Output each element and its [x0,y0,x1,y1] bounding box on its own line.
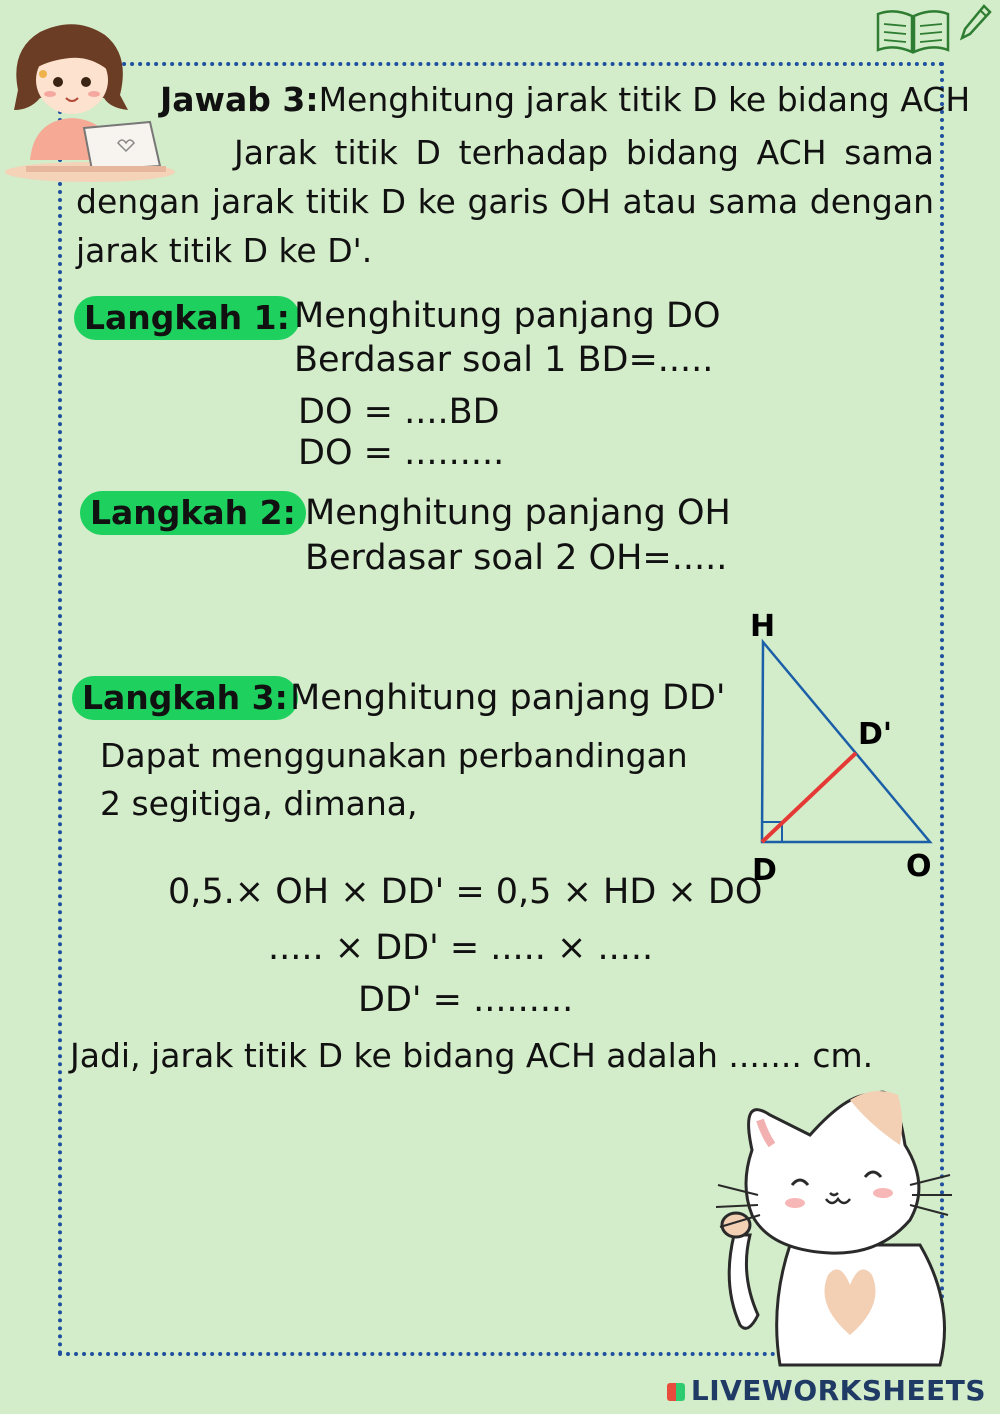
triangle-DHO [762,642,930,842]
triangle-diagram [740,600,960,900]
step3-eq3: DD' = ......... [358,980,574,1020]
step3-label: Langkah 3: [72,676,298,720]
intro-text: Jarak titik D terhadap bidang ACH sama dengan jarak titik D ke garis OH atau sama dengan jarak titik D ke D'. [76,133,934,270]
answer-label: Jawab 3: [160,80,319,119]
step2-line1: Berdasar soal 2 OH=..... [305,538,728,578]
label-Dprime: D' [858,717,893,752]
step1-heading: Menghitung panjang DO [294,296,721,336]
step2-heading: Menghitung panjang OH [305,493,731,533]
step1-label: Langkah 1: [74,296,300,340]
liveworksheets-logo [667,1374,986,1407]
answer-heading: Menghitung jarak titik D ke bidang ACH [318,80,971,119]
step2-label: Langkah 2: [80,491,306,535]
step1-line2: DO = ....BD [298,392,500,432]
label-O: O [906,849,932,884]
book-icon [874,6,954,56]
intro-paragraph [76,128,934,275]
step3-heading: Menghitung panjang DD' [290,678,726,718]
altitude-DDprime [762,753,856,842]
logo-text: LIVEWORKSHEETS [690,1374,986,1407]
label-H: H [750,609,776,644]
step1-line1: Berdasar soal 1 BD=..... [294,340,714,380]
answer-title [160,80,970,119]
pencil-icon [958,2,994,42]
label-D: D [752,853,777,888]
step3-eq1: 0,5.× OH × DD' = 0,5 × HD × DO [168,872,763,912]
cat-illustration [700,1075,970,1375]
conclusion-text: Jadi, jarak titik D ke bidang ACH adalah ....... cm. [70,1036,874,1075]
step3-eq2: ..... × DD' = ..... × ..... [268,928,654,968]
step3-desc1: Dapat menggunakan perbandingan [100,736,688,775]
step1-line3: DO = ......... [298,433,505,473]
step3-desc2: 2 segitiga, dimana, [100,784,418,823]
